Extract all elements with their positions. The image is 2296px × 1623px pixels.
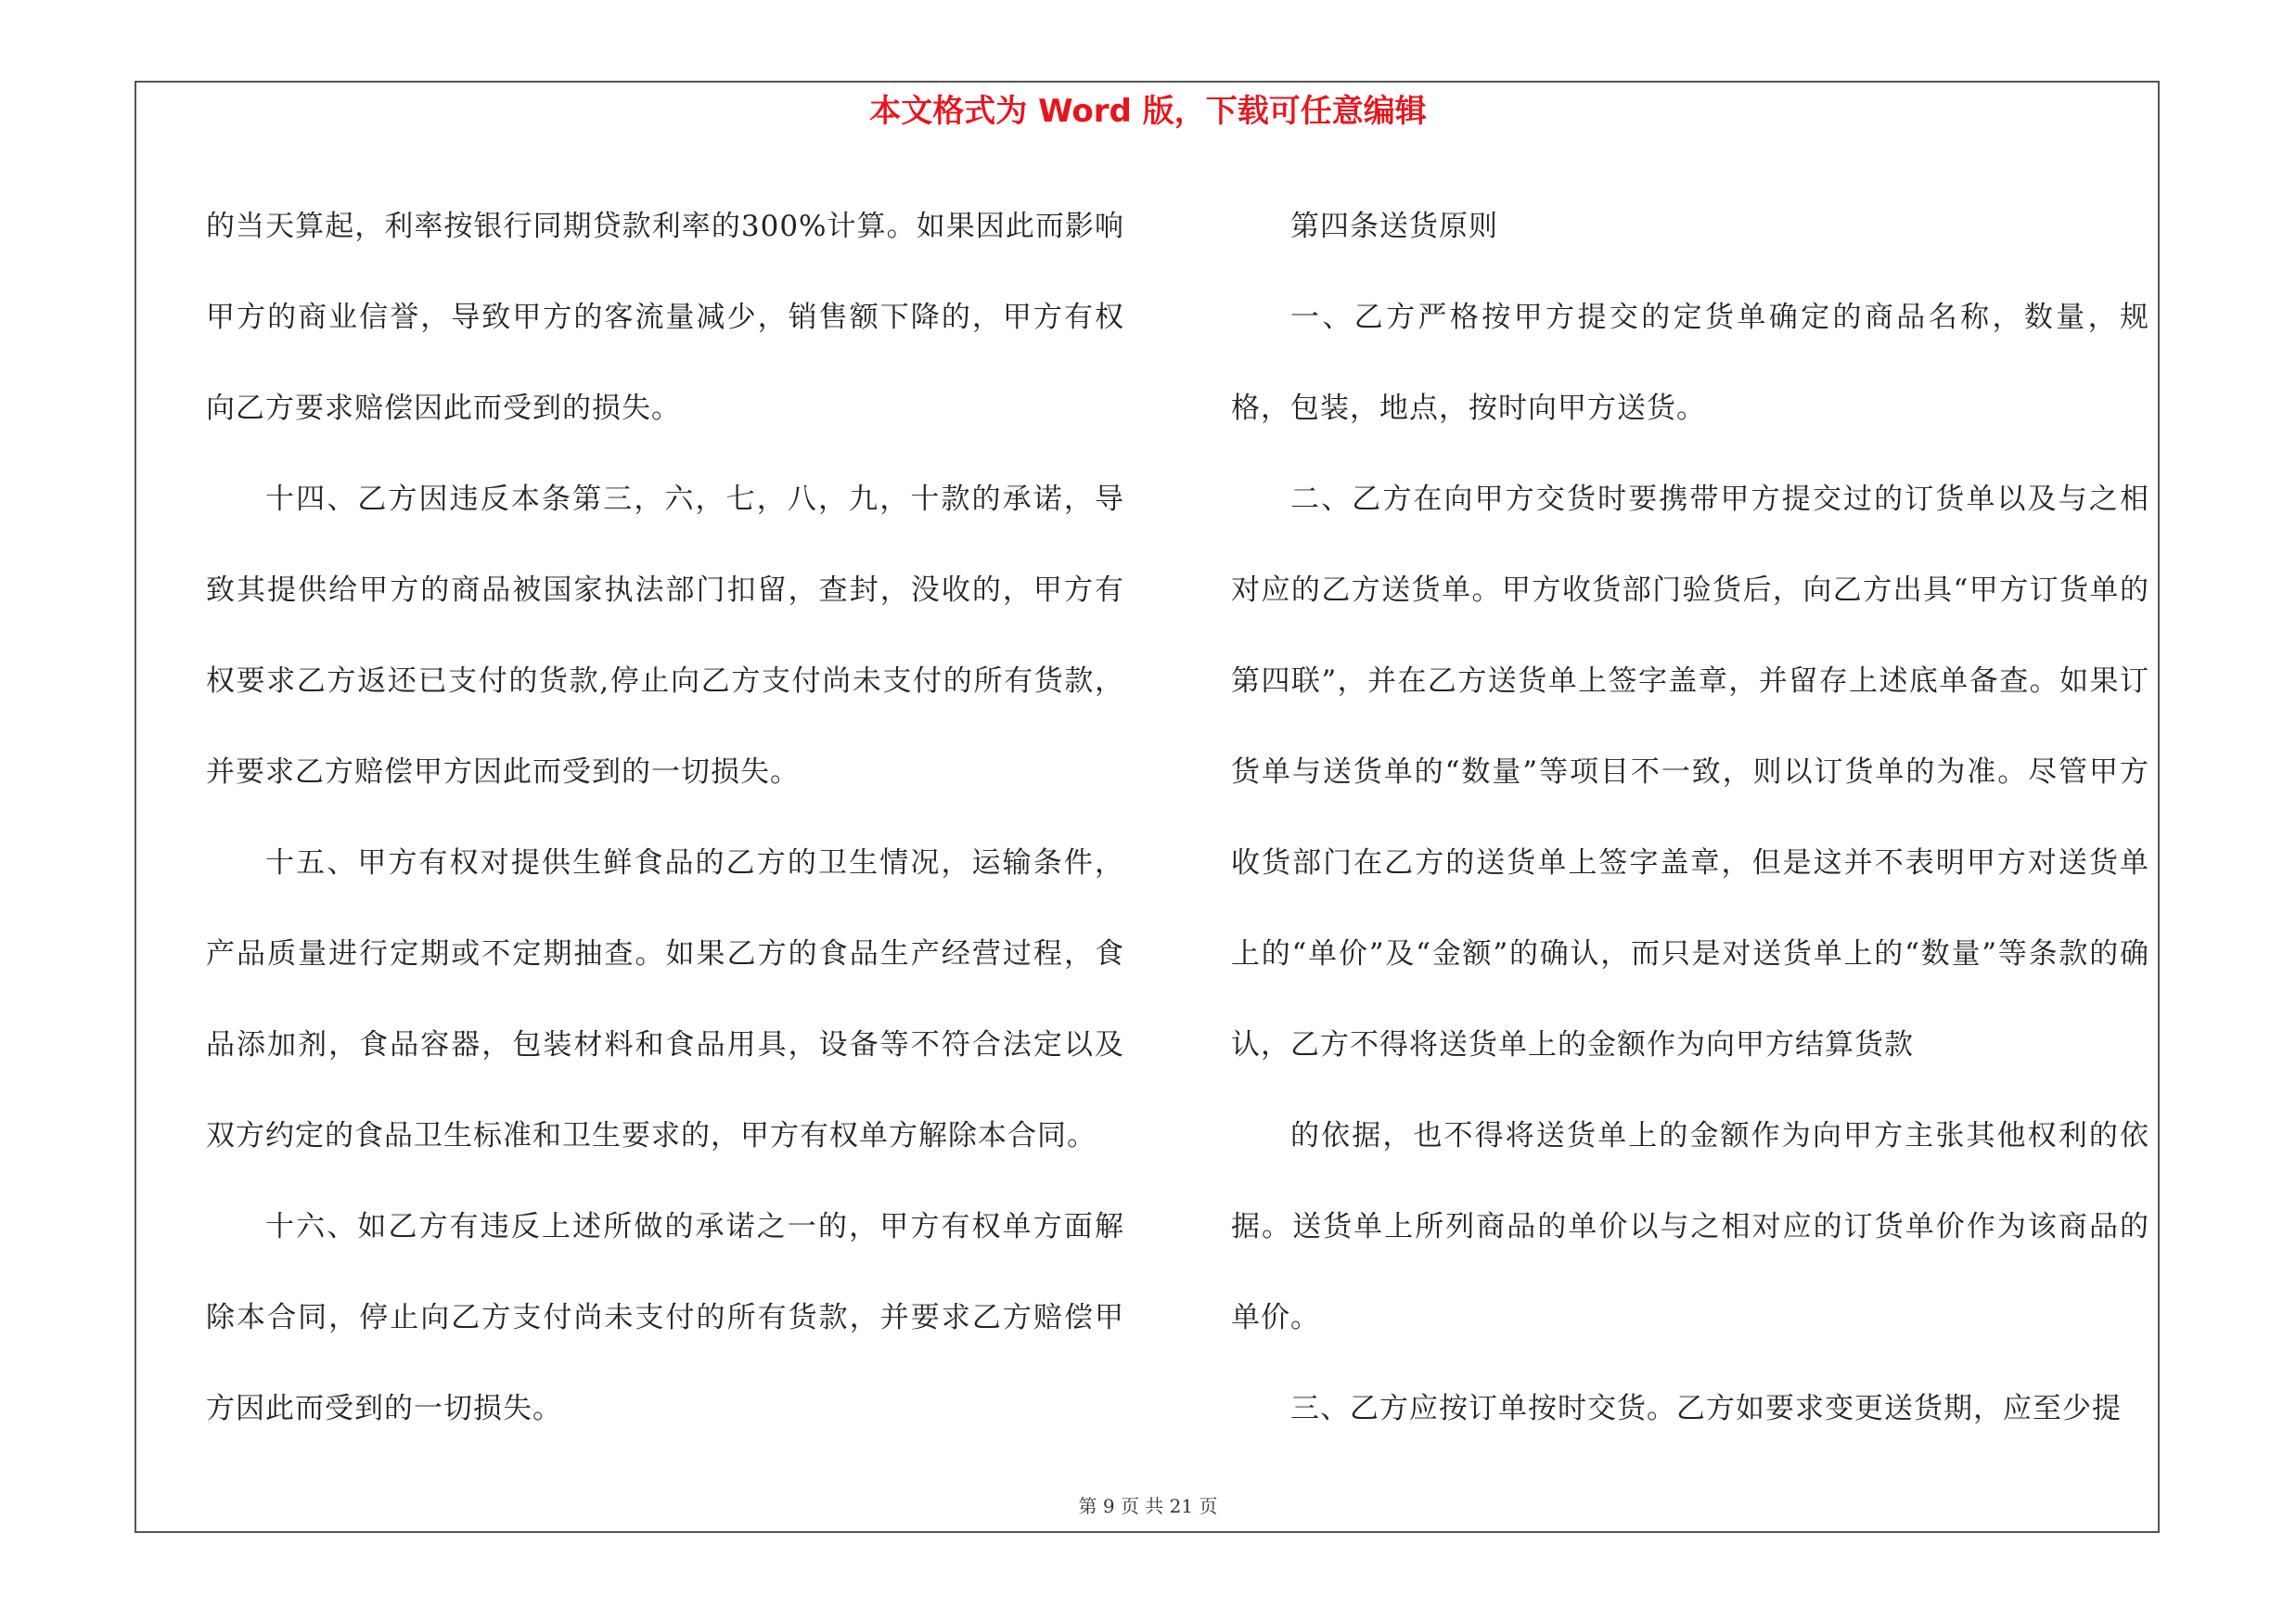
left-column: [206, 181, 1124, 1454]
paragraph: 三、乙方应按订单按时交货。乙方如要求变更送货期，应至少提: [1290, 1392, 2122, 1425]
paragraph: 十六、如乙方有违反上述所做的承诺之一的，甲方有权单方面解除本合同，停止向乙方支付尚未支付的所有货款，并要求乙方赔偿甲方因此而受到的一切损失。: [206, 1210, 1124, 1425]
paragraph: 二、乙方在向甲方交货时要携带甲方提交过的订货单以及与之相对应的乙方送货单。甲方收货部门验货后，向乙方出具“甲方订货单的第四联”，并在乙方送货单上签字盖章，并留存上述底单备查。如果订货单与送货单的“数量”等项目不一致，则以订货单的为准。尽管甲方收货部门在乙方的送货单上签字盖章，但是这并不表明甲方对送货单上的“单价”及“金额”的确认，而只是对送货单上的“数量”等条款的确认，乙方不得将送货单上的金额作为向甲方结算货款: [1231, 483, 2149, 1062]
section-heading: 第四条送货原则: [1290, 210, 1498, 243]
paragraph: 十五、甲方有权对提供生鲜食品的乙方的卫生情况，运输条件，产品质量进行定期或不定期抽查。如果乙方的食品生产经营过程，食品添加剂，食品容器，包装材料和食品用具，设备等不符合法定以及双方约定的食品卫生标准和卫生要求的，甲方有权单方解除本合同。: [206, 846, 1124, 1153]
paragraph: 一、乙方严格按甲方提交的定货单确定的商品名称，数量，规格，包装，地点，按时向甲方送货。: [1231, 301, 2149, 425]
paragraph: 十四、乙方因违反本条第三，六，七，八，九，十款的承诺，导致其提供给甲方的商品被国家执法部门扣留，查封，没收的，甲方有权要求乙方返还已支付的货款,停止向乙方支付尚未支付的所有货款，并要求乙方赔偿甲方因此而受到的一切损失。: [206, 483, 1124, 789]
paragraph: 的依据，也不得将送货单上的金额作为向甲方主张其他权利的依据。送货单上所列商品的单价以与之相对应的订货单价作为该商品的单价。: [1231, 1119, 2149, 1334]
right-column: [1231, 181, 2149, 1454]
document-banner: 本文格式为 Word 版，下载可任意编辑: [869, 93, 1427, 130]
paragraph: 的当天算起，利率按银行同期贷款利率的300%计算。如果因此而影响甲方的商业信誉，导致甲方的客流量减少，销售额下降的，甲方有权向乙方要求赔偿因此而受到的损失。: [206, 210, 1124, 425]
page-number: 第 9 页 共 21 页: [1078, 1495, 1218, 1517]
